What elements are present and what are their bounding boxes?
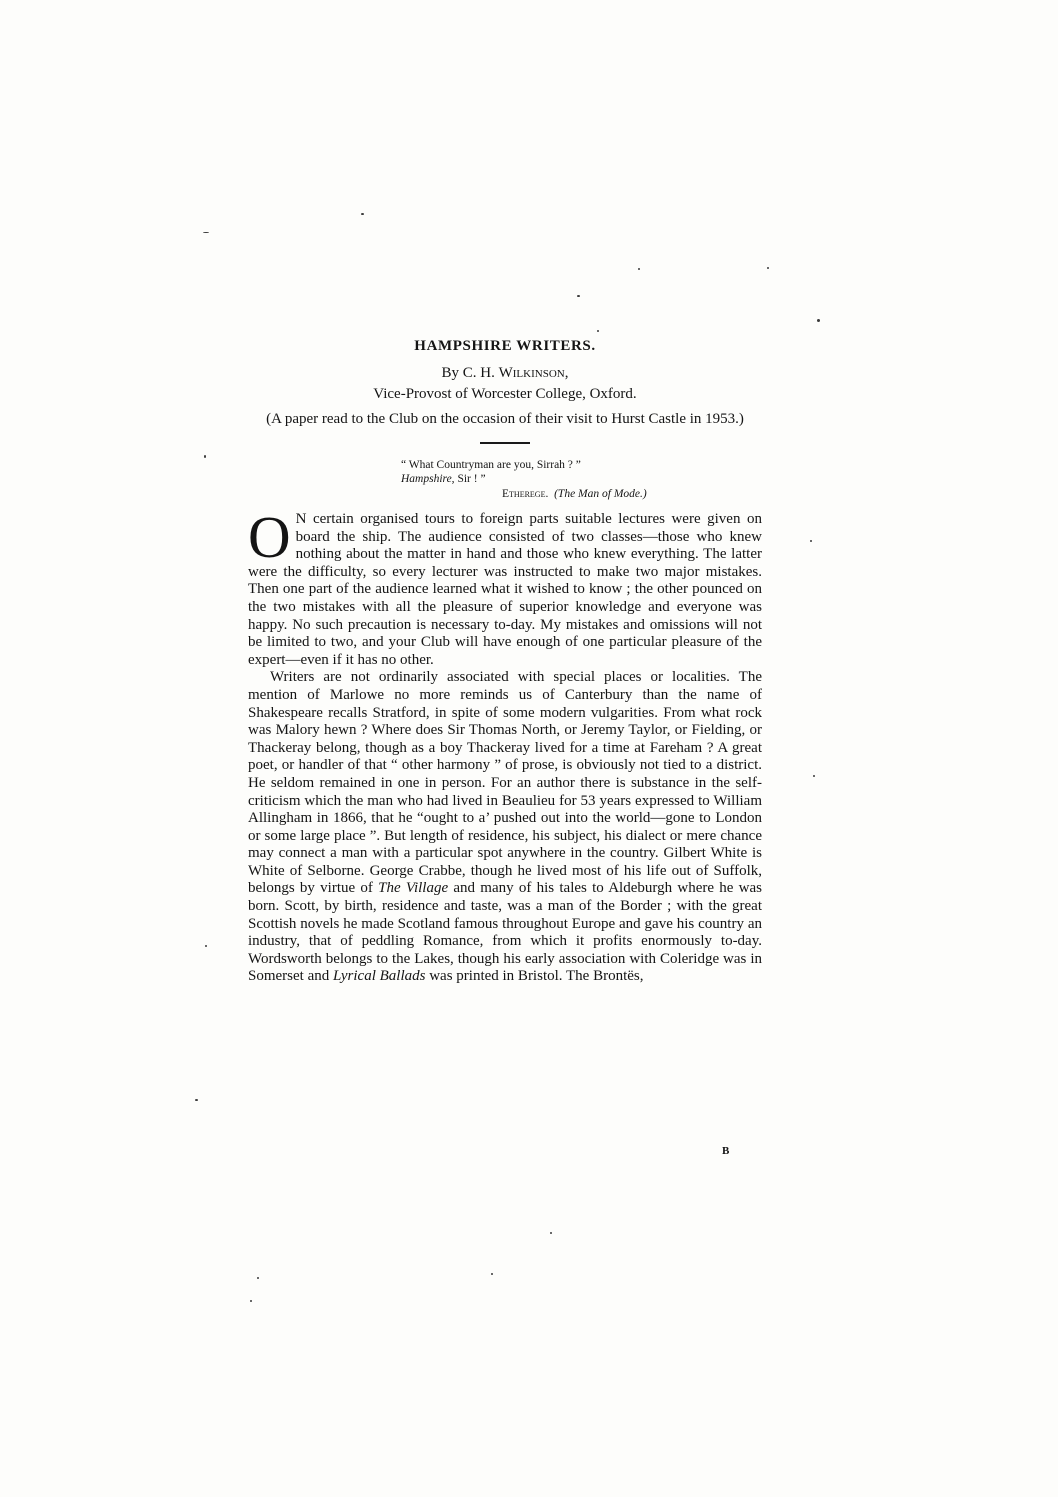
epigraph-line-2 — [401, 472, 762, 486]
scan-speck — [550, 1232, 552, 1234]
article-title: HAMPSHIRE WRITERS. — [414, 338, 596, 354]
epigraph-line-1: “ What Countryman are you, Sirrah ? ” — [401, 459, 581, 471]
scan-speck — [597, 330, 599, 332]
scan-speck — [195, 1099, 198, 1101]
drop-cap: O — [248, 504, 291, 570]
author-prefix: By C. H. — [441, 365, 495, 381]
scan-speck — [810, 540, 812, 542]
scan-speck — [491, 1273, 493, 1275]
paragraph-2-text-c: was printed in Bristol. The Brontës, — [425, 968, 644, 985]
paragraph-1-text: N certain organised tours to foreign parts suitable lectures were given on board the ship. The audience consisted of two classes—those who knew nothing about the matter in hand and those who knew everything. The latter were the difficulty, so every lecturer was instructed to make two major mistakes. Then one part of the audience learned what it wished to know ; the other pounced on the two mistakes with all the pleasure of superior knowledge and everyone was happy. No such precaution is necessary to-day. My mistakes and omissions will not be limited to two, and your Club will have enough of one particular pleasure of the expert—even if it has no other. — [248, 511, 762, 668]
scan-speck — [205, 945, 207, 947]
epigraph-author: Etherege. — [502, 488, 549, 500]
article-body — [248, 504, 762, 986]
signature-mark: B — [722, 1145, 730, 1157]
epigraph-attribution — [502, 487, 762, 501]
scan-speck — [638, 268, 640, 270]
scan-speck — [257, 1277, 259, 1279]
author-surname: Wilkinson, — [498, 365, 569, 381]
paragraph-1 — [248, 504, 762, 669]
scan-speck — [250, 1300, 252, 1302]
author-line — [248, 363, 762, 384]
title-lyrical-ballads: Lyrical Ballads — [332, 968, 426, 985]
article-column — [248, 338, 762, 986]
author-affiliation: Vice-Provost of Worcester College, Oxford. — [373, 386, 637, 402]
paragraph-2 — [248, 669, 762, 986]
scan-speck — [767, 267, 769, 269]
paper-note: (A paper read to the Club on the occasion of their visit to Hurst Castle in 1953.) — [266, 411, 744, 427]
epigraph-hampshire: Hampshire, — [401, 473, 455, 485]
scan-speck — [577, 295, 580, 297]
title-the-village: The Village — [378, 880, 449, 897]
scan-speck — [813, 775, 815, 777]
scan-speck — [204, 455, 206, 458]
paragraph-2-text-b: and many of his tales to Aldeburgh where he was born. Scott, by birth, residence and taste, was a man of the Border ; with the great Scottish novels he made Scotland famous throughout Europe and gave his country an industry, that of peddling Romance, from which it profits enormously to-day. Wordsworth belongs to the Lakes, though his early association with Coleridge was in Somerset and — [248, 880, 762, 985]
epigraph-line-2-rest: Sir ! ” — [454, 473, 486, 485]
scan-speck — [361, 213, 364, 215]
scan-speck — [203, 232, 209, 233]
paragraph-2-text-a: Writers are not ordinarily associated with special places or localities. The mention of Marlowe no more reminds us of Canterbury than the name of Shakespeare recalls Stratford, in spite of some modern vulgarities. From what rock was Malory hewn ? Where does Sir Thomas North, or Jeremy Taylor, or Fielding, or Thackeray belong, though as a boy Thackeray lived for a time at Fareham ? A great poet, or handler of that “ other harmony ” of prose, is obviously not tied to a district. He seldom remained in one in person. For an author there is substance in the self-criticism which the man who had lived in Beaulieu for 53 years expressed to William Allingham in 1866, that he “ought to a’ pushed out into the world—gone to London or some large place ”. But length of residence, his subject, his dialect or mere chance may connect a man with a particular spot anywhere in the country. Gilbert White is White of Selborne. George Crabbe, though he lived most of his life out of Suffolk, belongs by virtue of — [248, 669, 762, 897]
scan-speck — [817, 319, 820, 322]
epigraph — [401, 458, 762, 501]
epigraph-source: (The Man of Mode.) — [554, 488, 647, 500]
section-rule — [480, 442, 530, 444]
